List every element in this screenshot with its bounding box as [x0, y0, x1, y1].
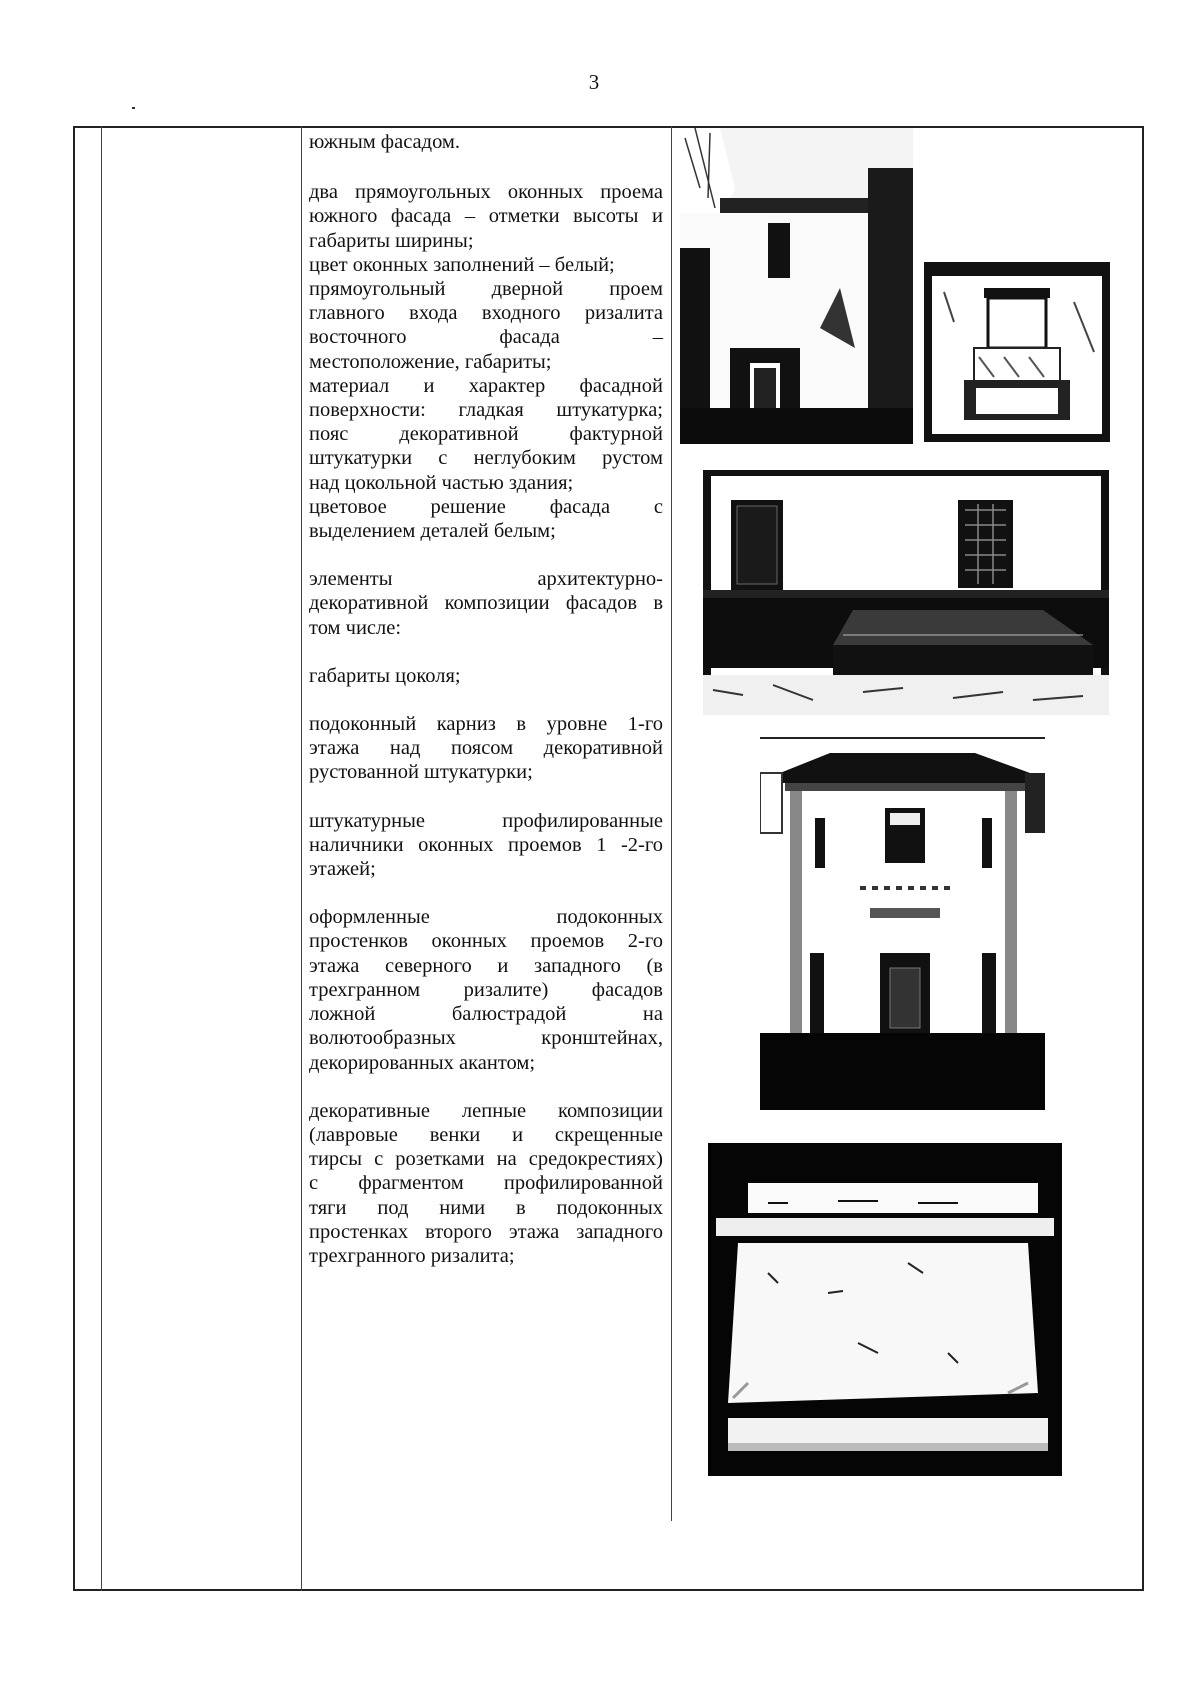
scan-speck — [132, 107, 135, 109]
text-line: трехгранного ризалита; — [309, 1244, 515, 1267]
text-line: штукатурные профилированные — [309, 809, 663, 832]
text-line: над цокольной частью здания; — [309, 471, 574, 494]
text-paragraph — [309, 664, 663, 688]
text-line: поверхности: гладкая штукатурка; — [309, 399, 663, 422]
text-line: тяги под ними в подоконных — [309, 1196, 663, 1219]
text-paragraph — [309, 130, 663, 154]
text-line: простенков оконных проемов 2-го — [309, 930, 663, 953]
text-line: цветовое решение фасада с — [309, 495, 663, 518]
text-line: этажей; — [309, 858, 376, 881]
text-line: штукатурки с неглубоким рустом — [309, 447, 663, 470]
text-line: волютообразных кронштейнах, — [309, 1027, 663, 1050]
text-line: габариты цоколя; — [309, 664, 461, 687]
text-line: подоконный карниз в уровне 1-го — [309, 713, 663, 736]
column-divider-2 — [301, 126, 302, 1591]
text-line: этажа над поясом декоративной — [309, 737, 663, 760]
text-line: южным фасадом. — [309, 131, 461, 153]
text-line: тирсы с розетками на средокрестиях) — [309, 1148, 663, 1171]
plinth-facade-photo — [703, 470, 1109, 715]
text-paragraph — [309, 567, 663, 640]
text-line: местоположение, габариты; — [309, 350, 552, 373]
text-line: декорированных акантом; — [309, 1051, 536, 1074]
text-paragraph — [309, 809, 663, 882]
text-line: пояс декоративной фактурной — [309, 423, 663, 446]
description-column — [309, 130, 663, 1268]
text-line: том числе: — [309, 616, 402, 639]
trihedral-risalit-photo — [760, 733, 1045, 1110]
text-paragraph — [309, 905, 663, 1074]
window-detail-photo — [924, 262, 1110, 442]
stucco-panel-photo — [708, 1143, 1062, 1476]
text-line: материал и характер фасадной — [309, 374, 663, 397]
text-paragraph — [309, 712, 663, 785]
text-paragraph — [309, 1099, 663, 1268]
text-paragraph — [309, 180, 663, 543]
building-corner-photo — [680, 128, 913, 444]
text-line: наличники оконных проемов 1 -2-го — [309, 833, 663, 856]
text-line: элементы архитектурно- — [309, 568, 663, 591]
text-line: этажа северного и западного (в — [309, 954, 663, 977]
text-line: главного входа входного ризалита — [309, 302, 663, 325]
text-line: декоративные лепные композиции — [309, 1099, 663, 1122]
page-number: 3 — [588, 70, 600, 94]
text-line: прямоугольный дверной проем — [309, 278, 663, 301]
text-line: простенках второго этажа западного — [309, 1220, 663, 1243]
text-line: два прямоугольных оконных проема — [309, 181, 663, 204]
text-line: с фрагментом профилированной — [309, 1172, 663, 1195]
text-line: рустованной штукатурки; — [309, 761, 533, 784]
text-line: ложной балюстрадой на — [309, 1003, 663, 1026]
text-line: южного фасада – отметки высоты и — [309, 205, 663, 228]
text-line: восточного фасада – — [309, 326, 663, 349]
column-divider-3 — [671, 126, 672, 1521]
text-line: оформленные подоконных — [309, 906, 663, 929]
text-line: выделением деталей белым; — [309, 520, 556, 543]
text-line: цвет оконных заполнений – белый; — [309, 253, 615, 276]
text-line: трехгранном ризалите) фасадов — [309, 978, 663, 1001]
text-line: (лавровые венки и скрещенные — [309, 1123, 663, 1146]
text-line: габариты ширины; — [309, 229, 474, 252]
text-line: декоративной композиции фасадов в — [309, 592, 663, 615]
column-divider-1 — [101, 126, 102, 1591]
